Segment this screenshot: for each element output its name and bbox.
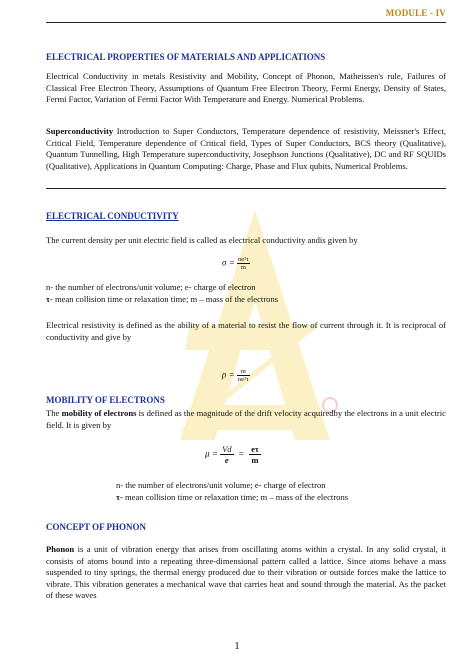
- phonon-paragraph: [46, 544, 446, 602]
- sigma-fraction: [237, 256, 250, 271]
- phonon-term: Phonon: [46, 544, 75, 554]
- rho-fraction: [237, 368, 250, 383]
- tau-definition: mean collision time or relaxation time; m – mass of the electrons: [52, 294, 279, 304]
- mobility-fraction-2: [249, 444, 261, 465]
- resistivity-equation: [222, 368, 250, 383]
- tau-symbol: τ-: [46, 294, 53, 304]
- mobility-equation: [205, 444, 261, 465]
- resistivity-paragraph: Electrical resistivity is defined as the ability of a material to resist the flow of current through it. It is reciprocal of conductivity and give by: [46, 320, 446, 342]
- syllabus-paragraph-2: [46, 126, 446, 172]
- section-rule: [46, 188, 446, 189]
- conductivity-paragraph-1: The current density per unit electric field is called as electrical conductivity andis given by: [46, 235, 358, 245]
- syllabus-paragraph-1: Electrical Conductivity in metals Resistivity and Mobility, Concept of Phonon, Matheissen's rule, Failures of Classical Free Electron Theory, Assumptions of Quantum Free Electron Theory, Fermi Energy, Density of States, Fermi Factor, Variation of Fermi Factor With Temperature and Energy. Numerical Problems.: [46, 71, 446, 105]
- conductivity-definition-1: n- the number of electrons/unit volume; e- charge of electron: [46, 282, 256, 292]
- mobility-denominator-1: e: [224, 455, 229, 465]
- mobility-heading: MOBILITY OF ELECTRONS: [46, 395, 165, 405]
- mobility-tau-definition: mean collision time or relaxation time; m – mass of the electrons: [122, 492, 349, 502]
- rho-numerator: m: [237, 368, 250, 376]
- rho-lhs: ρ =: [222, 369, 235, 380]
- mu-lhs: μ =: [205, 448, 218, 459]
- module-label: MODULE - IV: [385, 8, 446, 18]
- mobility-numerator-1: Vd: [222, 444, 232, 454]
- mobility-denominator-2: m: [251, 455, 259, 465]
- conductivity-heading: ELECTRICAL CONDUCTIVITY: [46, 211, 179, 221]
- syllabus-2-text: Introduction to Super Conductors, Temperature dependence of resistivity, Meissner's Effect, Critical Field, Temperature dependence of Critical field, Types of Super Conductors, BCS theory (Qualitative), Quantum Tunnelling, High Temperature superconductivity, Josephson Junctions (Qualitative), DC and RF SQUIDs (Qualitative), Applications in Quantum Computing: Charge, Phase and Flux qubits, Numerical Problems.: [46, 126, 446, 171]
- mobility-fraction-1: [220, 444, 233, 465]
- mobility-equals: =: [238, 448, 244, 459]
- mobility-text-pre: The: [46, 408, 62, 418]
- page-number: 1: [234, 640, 240, 652]
- phonon-heading: CONCEPT OF PHONON: [46, 522, 147, 532]
- conductivity-equation: [222, 256, 250, 271]
- intro-title: ELECTRICAL PROPERTIES OF MATERIALS AND APPLICATIONS: [46, 52, 326, 62]
- conductivity-definition-2: [46, 294, 278, 306]
- mobility-numerator-2: eτ: [251, 444, 259, 454]
- phonon-text: is a unit of vibration energy that arises from oscillating atoms within a crystal. In any solid crystal, it consists of atoms bound into a repeating three-dimensional pattern called a lattice. Since atoms behave a mass suspended to tiny springs, the thermal energy produced due to their vibration or outside forces make the lattice to vibrate. This vibration generates a mechanical wave that carries heat and sound through the material. As the packet of these waves: [46, 544, 446, 601]
- mobility-paragraph: [46, 408, 446, 431]
- sigma-denominator: m: [240, 264, 246, 271]
- superconductivity-term: Superconductivity: [46, 126, 114, 136]
- mobility-definition-2: [116, 492, 348, 504]
- mobility-text-post: is defined as the magnitude of the drift velocity acquiredby the electrons in a unit electric field. It is given by: [46, 408, 446, 430]
- mobility-term: mobility of electrons: [61, 408, 137, 418]
- sigma-numerator: ne²τ: [238, 256, 249, 263]
- mobility-definition-1: n- the number of electrons/unit volume; e- charge of electron: [116, 480, 326, 490]
- sigma-lhs: σ =: [222, 257, 235, 268]
- header-rule: [46, 22, 446, 23]
- mobility-tau-symbol: τ-: [116, 492, 123, 502]
- rho-denominator: ne²τ: [237, 376, 249, 383]
